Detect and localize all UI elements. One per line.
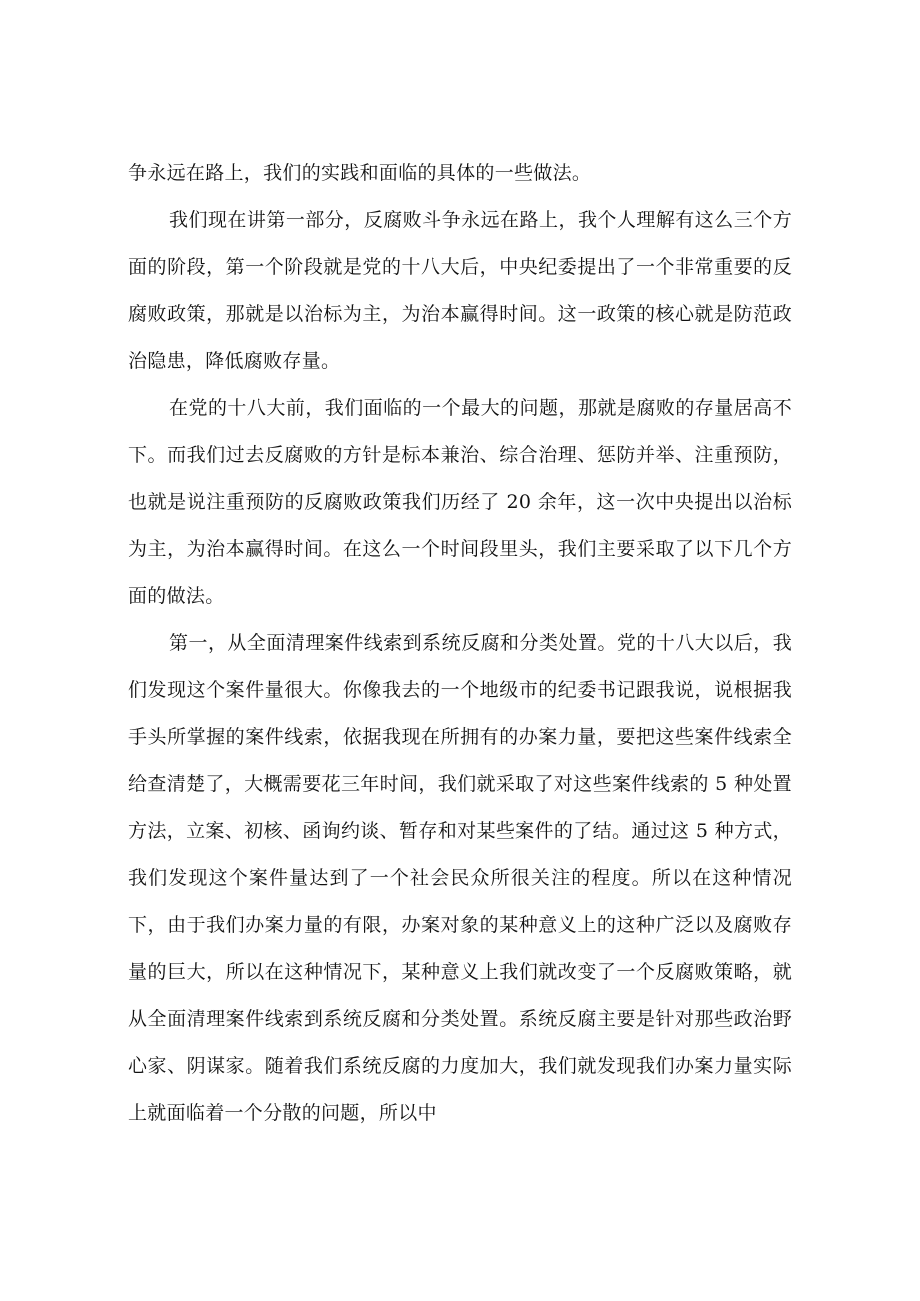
body-text — [128, 150, 792, 1137]
paragraph-part-one: 我们现在讲第一部分，反腐败斗争永远在路上，我个人理解有这么三个方面的阶段，第一个阶段就是党的十八大后，中央纪委提出了一个非常重要的反腐败政策，那就是以治标为主，为治本赢得时间。这一政策的核心就是防范政治隐患，降低腐败存量。 — [128, 209, 792, 372]
paragraph-continuation: 争永远在路上，我们的实践和面临的具体的一些做法。 — [128, 162, 592, 184]
paragraph-before-eighteenth-congress: 在党的十八大前，我们面临的一个最大的问题，那就是腐败的存量居高不下。而我们过去反腐败的方针是标本兼治、综合治理、惩防并举、注重预防，也就是说注重预防的反腐败政策我们历经了 20 余年，这一次中央提出以治标为主，为治本赢得时间。在这么一个时间段里头，我们主要采取了以下几个方面的做法。 — [128, 397, 792, 607]
paragraph-first-measure: 第一，从全面清理案件线索到系统反腐和分类处置。党的十八大以后，我们发现这个案件量很大。你像我去的一个地级市的纪委书记跟我说，说根据我手头所掌握的案件线索，依据我现在所拥有的办案力量，要把这些案件线索全给查清楚了，大概需要花三年时间，我们就采取了对这些案件线索的 5 种处置方法，立案、初核、函询约谈、暂存和对某些案件的了结。通过这 5 种方式，我们发现这个案件量达到了一个社会民众所很关注的程度。所以在这种情况下，由于我们办案力量的有限，办案对象的某种意义上的这种广泛以及腐败存量的巨大，所以在这种情况下，某种意义上我们就改变了一个反腐败策略，就从全面清理案件线索到系统反腐和分类处置。系统反腐主要是针对那些政治野心家、阴谋家。随着我们系统反腐的力度加大，我们就发现我们办案力量实际上就面临着一个分散的问题，所以中 — [128, 632, 792, 1124]
